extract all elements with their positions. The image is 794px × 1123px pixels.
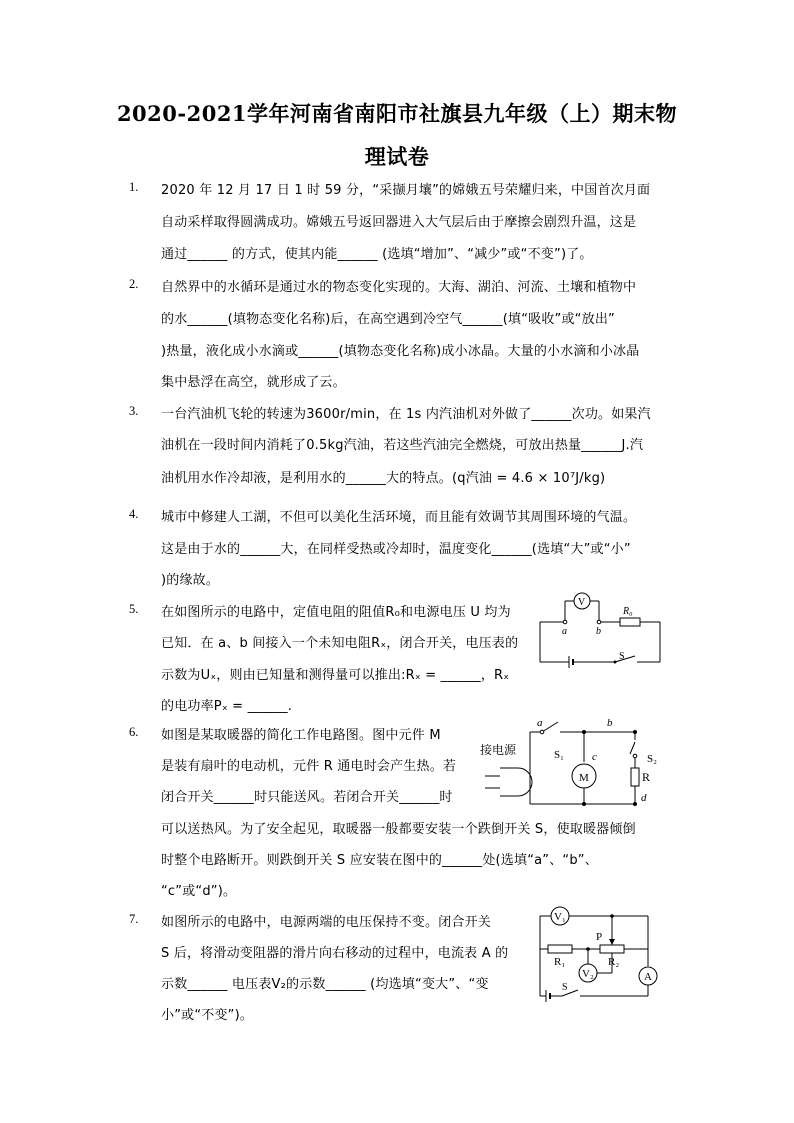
question-text: 示数______ 电压表V₂的示数______ (均选填“变大”、“变 bbox=[161, 977, 489, 992]
question-number: 1. bbox=[129, 180, 139, 194]
motor-label: M bbox=[579, 772, 589, 784]
question-text: 示数为Uₓ，则由已知量和测得量可以推出:Rₓ = ______，Rₓ bbox=[161, 668, 510, 683]
switch-label: S bbox=[562, 982, 568, 993]
power-source-label: 接电源 bbox=[480, 743, 517, 757]
switch-label: S bbox=[619, 651, 625, 662]
circuit-diagram-q7 bbox=[518, 904, 668, 1004]
point-b-label: b bbox=[596, 626, 601, 637]
question-text: 2020 年 12 月 17 日 1 时 59 分，“采撷月壤”的嫦娥五号荣耀归来，中国首次月面 bbox=[161, 183, 651, 198]
question-text: 闭合开关______时只能送风。若闭合开关______时 bbox=[161, 790, 453, 805]
question-text: 一台汽油机飞轮的转速为3600r/min，在 1s 内汽油机对外做了______次功。如果汽 bbox=[161, 407, 651, 422]
question-text: 小”或“不变”)。 bbox=[161, 1008, 254, 1023]
question-text: S 后，将滑动变阻器的滑片向右移动的过程中，电流表 A 的 bbox=[161, 946, 509, 961]
circuit-diagram-q5 bbox=[535, 590, 665, 670]
point-b-label: b bbox=[607, 717, 613, 729]
question-text: 时整个电路断开。则跌倒开关 S 应安装在图中的______处(选填“a”、“b”、 bbox=[161, 853, 598, 868]
circuit-diagram-q6 bbox=[480, 712, 670, 812]
question-text: 自然界中的水循环是通过水的物态变化实现的。大海、湖泊、河流、土壤和植物中 bbox=[161, 280, 637, 295]
point-c-label: c bbox=[592, 751, 597, 763]
question-number: 3. bbox=[129, 404, 139, 418]
question-text: 城市中修建人工湖，不但可以美化生活环境，而且能有效调节其周围环境的气温。 bbox=[161, 510, 637, 525]
switch2-label: S₂ bbox=[647, 753, 657, 765]
question-text: 自动采样取得圆满成功。嫦娥五号返回器进入大气层后由于摩擦会剧烈升温，这是 bbox=[161, 215, 637, 230]
question-text: 如图所示的电路中，电源两端的电压保持不变。闭合开关 bbox=[161, 915, 492, 930]
question-text: 这是由于水的______大，在同样受热或冷却时，温度变化______(选填“大”或“小” bbox=[161, 542, 631, 557]
question-text: 油机用水作冷却液，是利用水的______大的特点。(q汽油 = 4.6 × 10⁷J/kg) bbox=[161, 471, 606, 486]
question-number: 6. bbox=[129, 725, 139, 739]
voltmeter-label: V bbox=[578, 597, 586, 608]
ammeter-label: A bbox=[644, 971, 652, 983]
point-d-label: d bbox=[641, 792, 647, 804]
resistor-label: R₀ bbox=[623, 606, 633, 617]
voltmeter1-label: V₁ bbox=[554, 911, 566, 923]
page-title: 2020-2021学年河南省南阳市社旗县九年级（上）期末物 bbox=[116, 101, 678, 126]
point-a-label: a bbox=[537, 717, 543, 729]
slider-label: P bbox=[596, 931, 603, 943]
question-number: 4. bbox=[129, 507, 139, 521]
question-text: 已知．在 a、b 间接入一个未知电阻Rₓ，闭合开关，电压表的 bbox=[161, 636, 519, 651]
question-text: 的水______(填物态变化名称)后，在高空遇到冷空气______(填“吸收”或“放出” bbox=[161, 312, 615, 327]
question-text: 的电功率Pₓ = ______. bbox=[161, 699, 293, 714]
question-text: )的缘故。 bbox=[161, 573, 220, 588]
point-a-label: a bbox=[562, 626, 567, 637]
resistor-label: R bbox=[642, 770, 651, 784]
question-text: 是装有扇叶的电动机，元件 R 通电时会产生热。若 bbox=[161, 759, 457, 774]
question-number: 2. bbox=[129, 277, 139, 291]
question-number: 7. bbox=[129, 912, 139, 926]
resistor2-label: R₂ bbox=[608, 956, 620, 968]
question-text: 通过______ 的方式，使其内能______ (选填“增加”、“减少”或“不变”)了。 bbox=[161, 247, 593, 262]
question-text: 集中悬浮在高空，就形成了云。 bbox=[161, 375, 346, 390]
question-text: 在如图所示的电路中，定值电阻的阻值R₀和电源电压 U 均为 bbox=[161, 605, 511, 620]
voltmeter2-label: V₂ bbox=[582, 968, 594, 980]
question-text: “c”或“d”)。 bbox=[161, 884, 237, 899]
question-text: )热量，液化成小水滴或______(填物态变化名称)成小冰晶。大量的小水滴和小冰晶 bbox=[161, 344, 640, 359]
question-number: 5. bbox=[129, 602, 139, 616]
question-text: 油机在一段时间内消耗了0.5kg汽油，若这些汽油完全燃烧，可放出热量______J.汽 bbox=[161, 438, 644, 453]
question-text: 可以送热风。为了安全起见，取暖器一般都要安装一个跌倒开关 S，使取暖器倾倒 bbox=[161, 822, 636, 837]
page-title-continued: 理试卷 bbox=[364, 144, 430, 169]
switch1-label: S₁ bbox=[554, 749, 564, 761]
question-text: 如图是某取暖器的简化工作电路图。图中元件 M bbox=[161, 728, 441, 743]
resistor1-label: R₁ bbox=[554, 956, 566, 968]
